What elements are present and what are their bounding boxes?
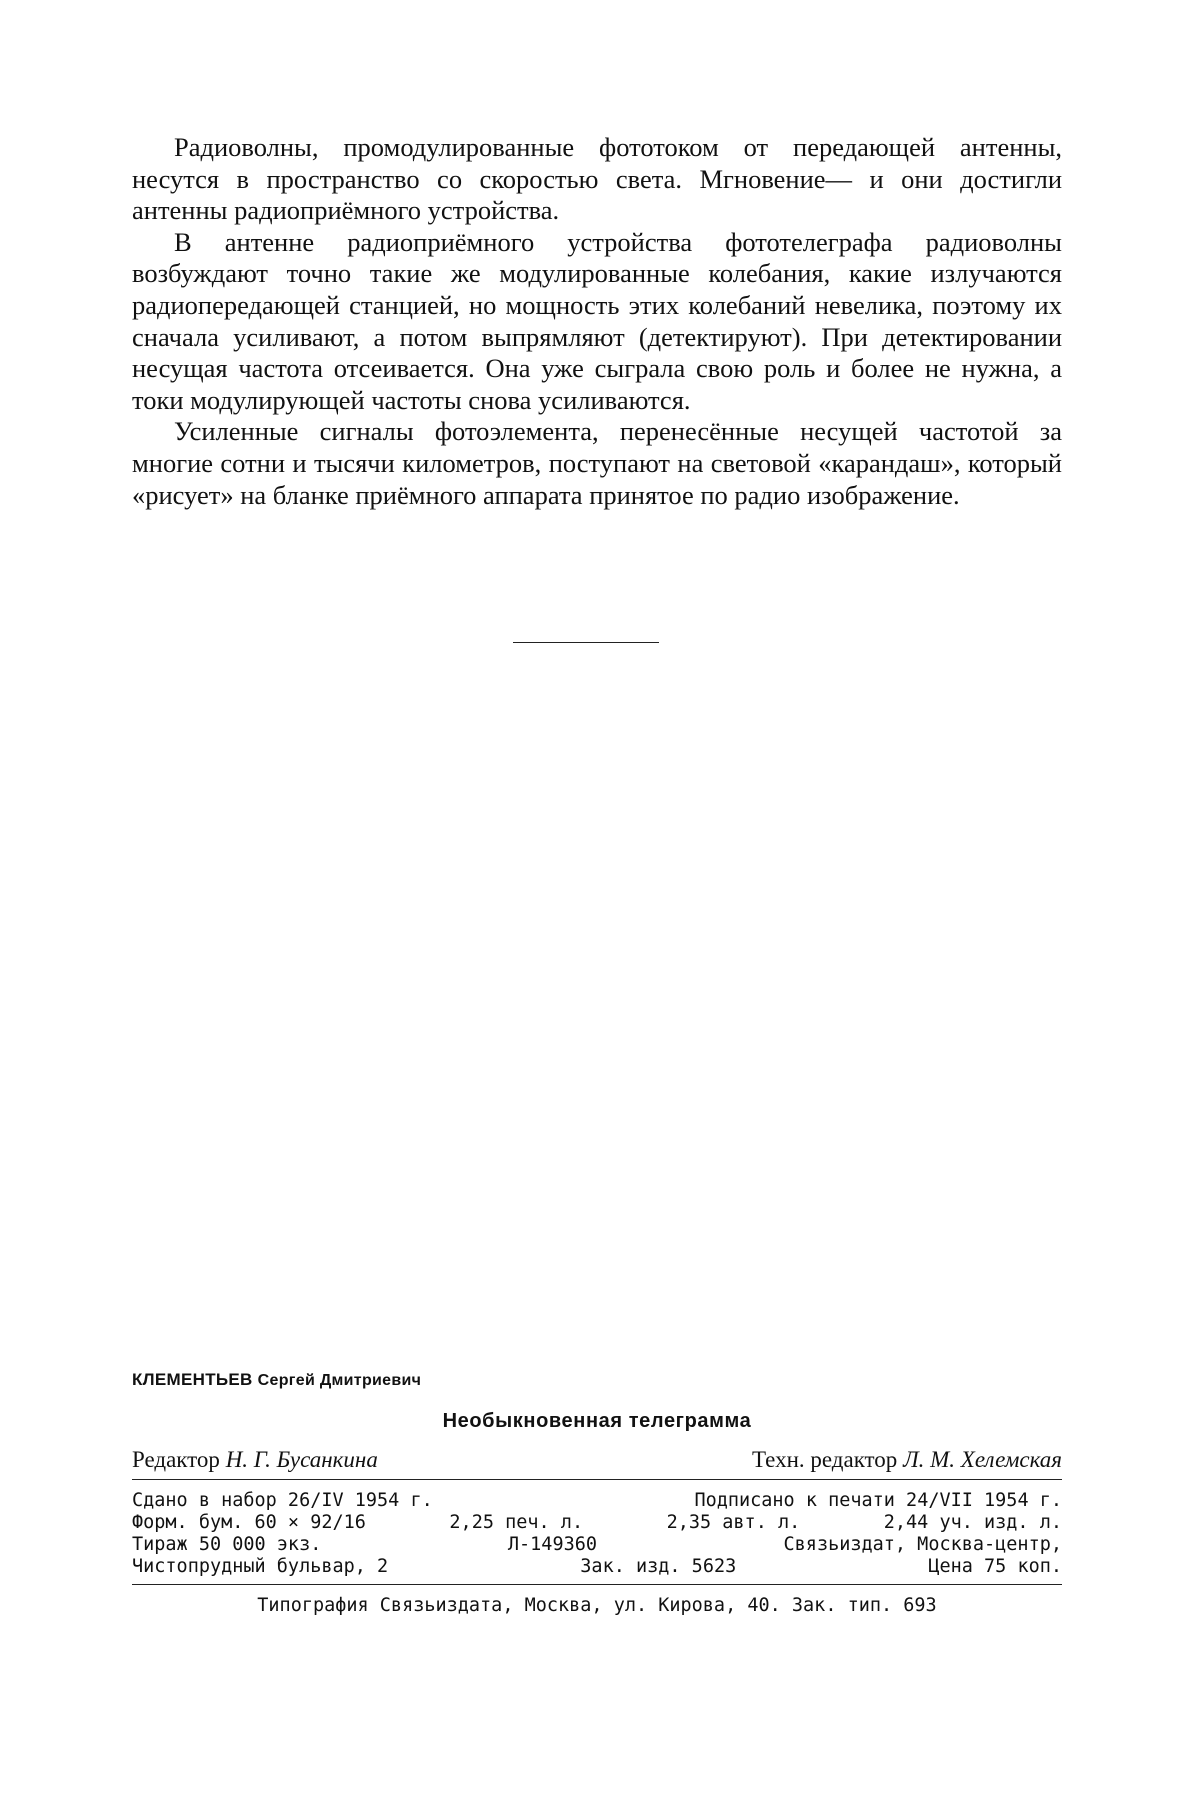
section-divider: [513, 642, 659, 643]
imprint-cell: Форм. бум. 60 × 92/16: [132, 1512, 366, 1533]
colophon: [132, 1370, 1062, 1616]
tech-editor-role: Техн. редактор: [751, 1447, 898, 1472]
paragraph-2: В антенне радиоприёмного устройства фототелеграфа радиоволны возбуждают точно такие же модулированные колебания, какие излучаются радиопередающей станцией, но мощность этих колебаний невелика, поэтому их сначала усиливают, а потом выпрямляют (детектируют). При детектировании несущая частота отсеивается. Она уже сыграла свою роль и более не нужна, а токи модулирующей частоты снова усиливаются.: [132, 226, 1062, 415]
imprint-cell: Тираж 50 000 экз.: [132, 1534, 322, 1555]
paragraph-1: Радиоволны, промодулированные фототоком от передающей антенны, несутся в пространство со скоростью света. Мгновение— и они достигли антенны радиоприёмного устройства.: [132, 132, 1062, 226]
book-title: Необыкновенная телеграмма: [442, 1410, 752, 1432]
tech-editor-name: Л. М. Хелемская: [903, 1447, 1062, 1472]
author-surname: КЛЕМЕНТЬЕВ: [132, 1370, 253, 1389]
imprint-cell: Связьиздат, Москва-центр,: [783, 1534, 1062, 1555]
body-text: [132, 132, 1062, 511]
printer-line: Типография Связьиздата, Москва, ул. Кирова, 40. Зак. тип. 693: [257, 1595, 937, 1616]
author-given-name: Сергей Дмитриевич: [257, 1372, 422, 1389]
author-line: [132, 1370, 1062, 1390]
imprint-cell: Чистопрудный бульвар, 2: [132, 1556, 389, 1577]
imprint-cell: 2,35 авт. л.: [666, 1512, 801, 1533]
editor-role: Редактор: [132, 1447, 220, 1472]
imprint-row: [132, 1490, 1062, 1512]
editor-name: Н. Г. Бусанкина: [225, 1447, 378, 1472]
imprint-cell: Л-149360: [507, 1534, 597, 1555]
imprint-cell: 2,25 печ. л.: [449, 1512, 584, 1533]
imprint-block: [132, 1490, 1062, 1585]
editor: [132, 1447, 378, 1473]
imprint-cell: Подписано к печати 24/VII 1954 г.: [694, 1490, 1062, 1511]
tech-editor: [752, 1447, 1062, 1473]
imprint-row: [132, 1512, 1062, 1534]
paragraph-3: Усиленные сигналы фотоэлемента, перенесённые несущей частотой за многие сотни и тысячи километров, поступают на световой «карандаш», который «рисует» на бланке приёмного аппарата принятое по радио изображение.: [132, 416, 1062, 510]
imprint-cell: 2,44 уч. изд. л.: [883, 1512, 1062, 1533]
imprint-row: [132, 1534, 1062, 1556]
editors-line: [132, 1447, 1062, 1480]
imprint-row: [132, 1556, 1062, 1578]
imprint-cell: Сдано в набор 26/IV 1954 г.: [132, 1490, 433, 1511]
imprint-cell: Зак. изд. 5623: [580, 1556, 737, 1577]
imprint-cell: Цена 75 коп.: [928, 1556, 1062, 1577]
